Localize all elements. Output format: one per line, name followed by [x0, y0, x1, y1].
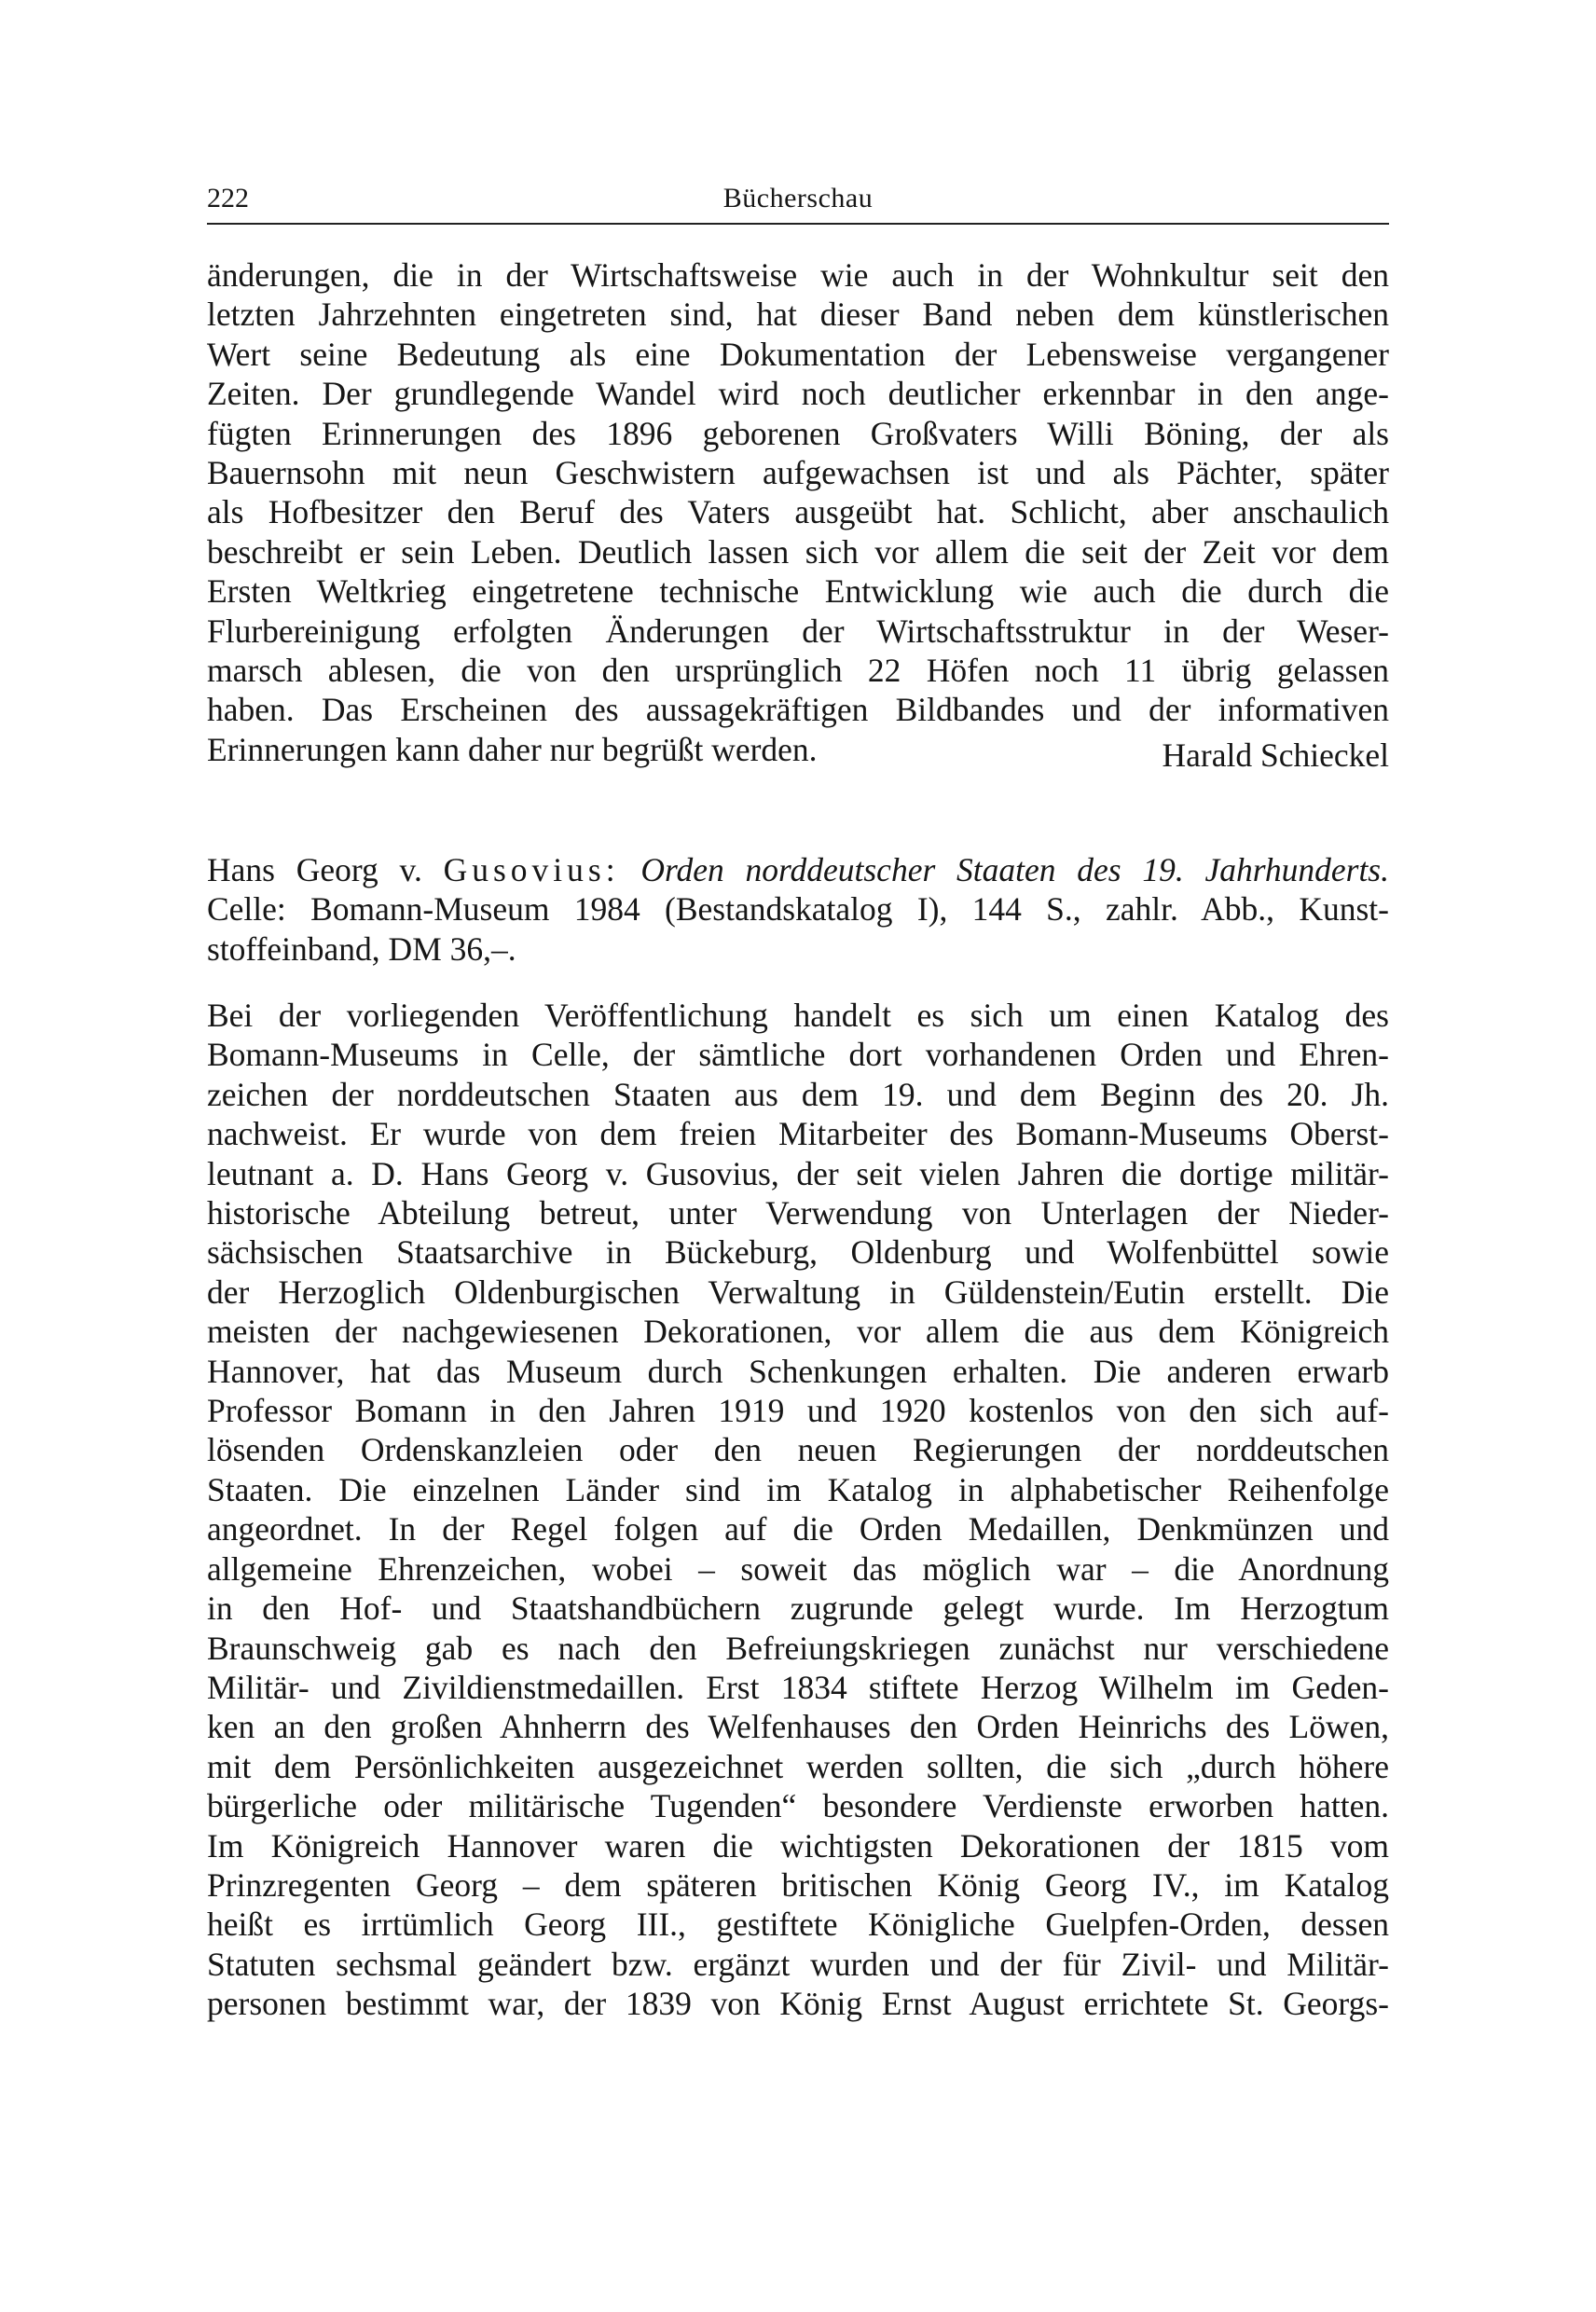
text-line: ken an den großen Ahnherrn des Welfenhauses den Orden Heinrichs des Löwen,: [207, 1708, 1389, 1746]
text-line: leutnant a. D. Hans Georg v. Gusovius, der seit vielen Jahren die dortige militär-: [207, 1154, 1389, 1192]
text-line: Im Königreich Hannover waren die wichtigsten Dekorationen der 1815 vom: [207, 1826, 1389, 1865]
text-line: Erinnerungen kann daher nur begrüßt werden.: [207, 730, 818, 768]
author-prefix: Hans Georg v.: [207, 851, 422, 888]
text-line: mit dem Persönlichkeiten ausgezeichnet werden sollten, die sich „durch höhere: [207, 1747, 1389, 1785]
author-name: Gusovius:: [443, 851, 620, 888]
text-line: beschreibt er sein Leben. Deutlich lassen sich vor allem die seit der Zeit vor dem: [207, 532, 1389, 571]
text-line: lösenden Ordenskanzleien oder den neuen Regierungen der norddeutschen: [207, 1431, 1389, 1469]
text-line: bürgerliche oder militärische Tugenden“ besondere Verdienste erworben hatten.: [207, 1787, 1389, 1825]
text-line: Professor Bomann in den Jahren 1919 und 1920 kostenlos von den sich auf-: [207, 1392, 1389, 1430]
text-line: Hannover, hat das Museum durch Schenkungen erhalten. Die anderen erwarb: [207, 1352, 1389, 1390]
text-line: Staaten. Die einzelnen Länder sind im Katalog in alphabetischer Reihenfolge: [207, 1470, 1389, 1508]
review-body: [207, 996, 1389, 2024]
book-title: Orden norddeutscher Staaten des 19. Jahrhunderts.: [640, 851, 1389, 888]
review-bibliographic-header: [207, 850, 1389, 969]
text-line: marsch ablesen, die von den ursprünglich 22 Höfen noch 11 übrig gelassen: [207, 652, 1389, 690]
text-line: Militär- und Zivildienstmedaillen. Erst 1834 stiftete Herzog Wilhelm im Geden-: [207, 1668, 1389, 1706]
reviewer-signature: Harald Schieckel: [1162, 736, 1389, 774]
text-line: meisten der nachgewiesenen Dekorationen, vor allem die aus dem Königreich: [207, 1313, 1389, 1351]
text-line: als Hofbesitzer den Beruf des Vaters ausgeübt hat. Schlicht, aber anschaulich: [207, 493, 1389, 531]
text-line: personen bestimmt war, der 1839 von König Ernst August errichtete St. Georgs-: [207, 1985, 1389, 2023]
review-continuation: [207, 255, 1389, 775]
text-line: historische Abteilung betreut, unter Verwendung von Unterlagen der Nieder-: [207, 1194, 1389, 1232]
text-line: änderungen, die in der Wirtschaftsweise wie auch in der Wohnkultur seit den: [207, 256, 1389, 294]
closing-line: [207, 730, 1389, 774]
text-line: heißt es irrtümlich Georg III., gestiftete Königliche Guelpfen-Orden, dessen: [207, 1906, 1389, 1944]
citation-line: [207, 850, 1389, 889]
text-line: in den Hof- und Staatshandbüchern zugrunde gelegt wurde. Im Herzogtum: [207, 1590, 1389, 1628]
text-line: der Herzoglich Oldenburgischen Verwaltung in Güldenstein/Eutin erstellt. Die: [207, 1273, 1389, 1311]
text-line: Zeiten. Der grundlegende Wandel wird noch deutlicher erkennbar in den ange-: [207, 375, 1389, 413]
text-line: haben. Das Erscheinen des aussagekräftigen Bildbandes und der informativen: [207, 691, 1389, 729]
text-line: Bomann-Museums in Celle, der sämtliche dort vorhandenen Orden und Ehren-: [207, 1036, 1389, 1074]
text-line: sächsischen Staatsarchive in Bückeburg, Oldenburg und Wolfenbüttel sowie: [207, 1233, 1389, 1272]
text-line: angeordnet. In der Regel folgen auf die Orden Medaillen, Denkmünzen und: [207, 1510, 1389, 1548]
text-line: fügten Erinnerungen des 1896 geborenen Großvaters Willi Böning, der als: [207, 414, 1389, 452]
text-line: Wert seine Bedeutung als eine Dokumentation der Lebensweise vergangener: [207, 335, 1389, 373]
text-line: allgemeine Ehrenzeichen, wobei – soweit das möglich war – die Anordnung: [207, 1549, 1389, 1588]
text-line: Ersten Weltkrieg eingetretene technische Entwicklung wie auch die durch die: [207, 572, 1389, 611]
text-line: Bei der vorliegenden Veröffentlichung handelt es sich um einen Katalog des: [207, 997, 1389, 1034]
text-line: Braunschweig gab es nach den Befreiungskriegen zunächst nur verschiedene: [207, 1629, 1389, 1667]
header-rule: [207, 223, 1389, 225]
text-line: Prinzregenten Georg – dem späteren britischen König Georg IV., im Katalog: [207, 1865, 1389, 1904]
text-line: letzten Jahrzehnten eingetreten sind, hat dieser Band neben dem künstlerischen: [207, 296, 1389, 334]
text-line: Bauernsohn mit neun Geschwistern aufgewachsen ist und als Pächter, später: [207, 454, 1389, 492]
running-title: Bücherschau: [722, 183, 874, 213]
page-number: 222: [207, 183, 249, 213]
publication-details: Celle: Bomann-Museum 1984 (Bestandskatalog I), 144 S., zahlr. Abb., Kunst-: [207, 890, 1389, 929]
publication-details: stoffeinband, DM 36,–.: [207, 929, 516, 968]
running-head: [207, 175, 1389, 222]
text-line: nachweist. Er wurde von dem freien Mitarbeiter des Bomann-Museums Oberst-: [207, 1115, 1389, 1153]
text-line: Flurbereinigung erfolgten Änderungen der Wirtschaftsstruktur in der Weser-: [207, 612, 1389, 650]
text-line: zeichen der norddeutschen Staaten aus dem 19. und dem Beginn des 20. Jh.: [207, 1075, 1389, 1113]
text-line: Statuten sechsmal geändert bzw. ergänzt wurden und der für Zivil- und Militär-: [207, 1945, 1389, 1983]
